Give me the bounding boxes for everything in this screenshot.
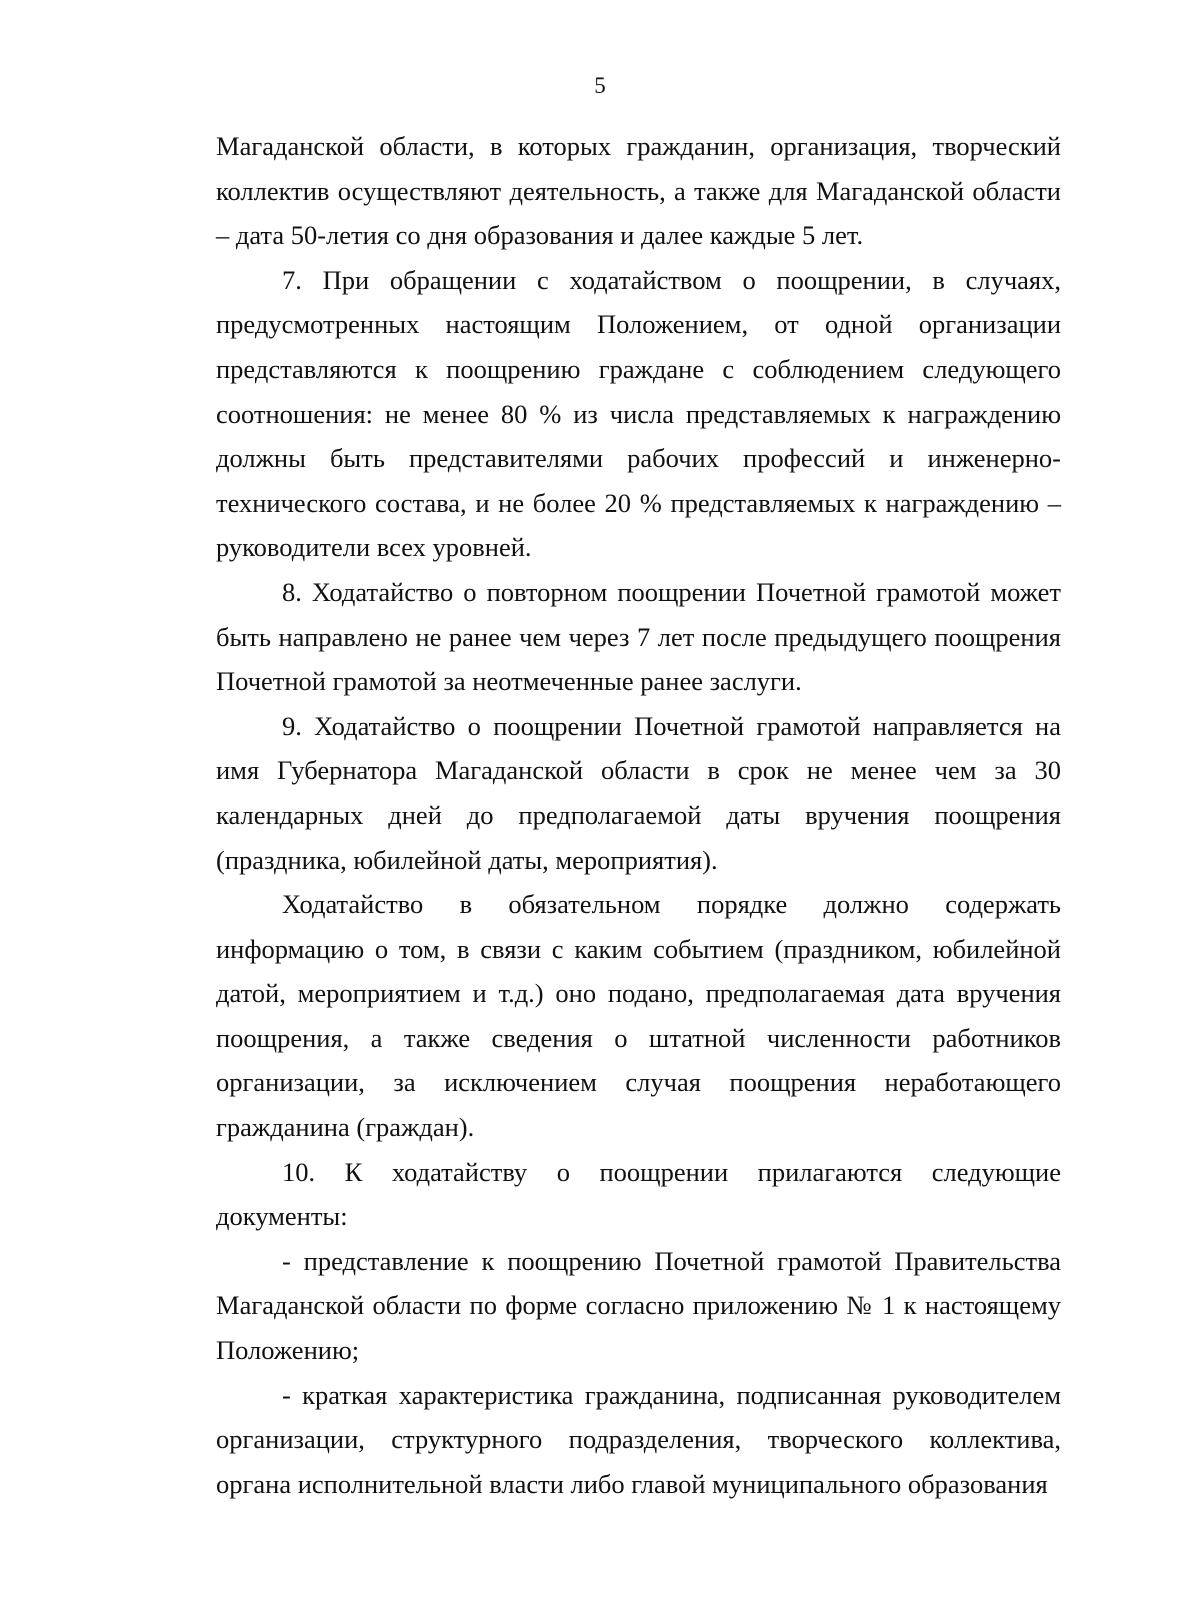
list-item-representation: - представление к поощрению Почетной грамотой Правительства Магаданской области по форме согласно приложению № 1 к настоящему Положению; bbox=[216, 1245, 1061, 1366]
paragraph-item-8: 8. Ходатайство о повторном поощрении Почетной грамотой может быть направлено не ранее чем через 7 лет после предыдущего поощрения Почетной грамотой за неотмеченные ранее заслуги. bbox=[216, 576, 1061, 697]
paragraph-item-9: 9. Ходатайство о поощрении Почетной грамотой направляется на имя Губернатора Магаданской области в срок не менее чем за 30 календарных дней до предполагаемой даты вручения поощрения (праздника, юбилейной даты, мероприятия). bbox=[216, 710, 1061, 875]
paragraph-petition-content: Ходатайство в обязательном порядке должно содержать информацию о том, в связи с каким событием (праздником, юбилейной датой, мероприятием и т.д.) оно подано, предполагаемая дата вручения поощрения, а также сведения о штатной численности работников организации, за исключением случая поощрения неработающего гражданина (граждан). bbox=[216, 889, 1061, 1143]
paragraph-item-10: 10. К ходатайству о поощрении прилагаются следующие документы: bbox=[216, 1156, 1061, 1232]
list-item-characteristic: - краткая характеристика гражданина, подписанная руководителем организации, структурного подразделения, творческого коллектива, органа исполнительной власти либо главой муниципального образования bbox=[216, 1379, 1061, 1499]
paragraph-continuation: Магаданской области, в которых гражданин, организация, творческий коллектив осуществляют деятельность, а также для Магаданской области – дата 50-летия со дня образования и далее каждые 5 лет. bbox=[216, 131, 1061, 251]
paragraph-item-7: 7. При обращении с ходатайством о поощрении, в случаях, предусмотренных настоящим Положением, от одной организации представляются к поощрению граждане с соблюдением следующего соотношения: не менее 80 % из числа представляемых к награждению должны быть представителями рабочих профессий и инженерно-технического состава, и не более 20 % представляемых к награждению – руководители всех уровней. bbox=[216, 264, 1061, 563]
page-number: 5 bbox=[594, 73, 606, 98]
document-body bbox=[216, 124, 1061, 1506]
